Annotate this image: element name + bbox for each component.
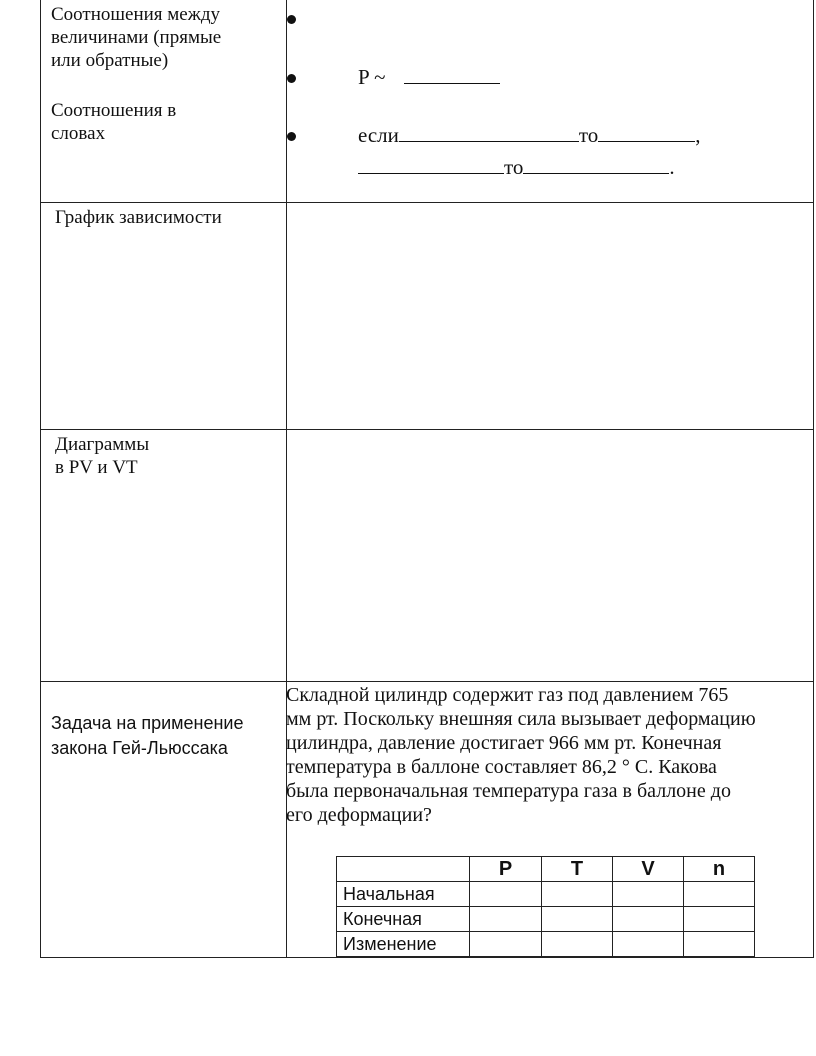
table-header-empty (337, 857, 470, 882)
then-blank-2[interactable] (523, 155, 669, 174)
row-graph (41, 203, 813, 430)
table-row (337, 907, 755, 932)
comma: , (695, 123, 701, 147)
if-word: если (358, 123, 399, 147)
table-cell[interactable] (684, 882, 755, 907)
table-cell[interactable] (684, 932, 755, 957)
table-cell[interactable] (470, 907, 542, 932)
table-header-v: V (613, 857, 684, 882)
relations-label: Соотношения между величинами (прямые или обратные) (51, 4, 222, 71)
second-then-line (358, 154, 675, 180)
table-cell[interactable] (542, 882, 613, 907)
proportional-blank[interactable] (404, 65, 500, 84)
table-header-t: T (542, 857, 613, 882)
row-label-change: Изменение (337, 932, 470, 957)
then-blank-1[interactable] (598, 123, 695, 142)
table-header-row (337, 857, 755, 882)
table-cell[interactable] (470, 932, 542, 957)
if-then-line (358, 122, 701, 148)
proportional-line (358, 64, 500, 90)
table-cell[interactable] (613, 907, 684, 932)
row-label-initial: Начальная (337, 882, 470, 907)
table-cell[interactable] (470, 882, 542, 907)
then-word-2: то (504, 155, 524, 179)
table-cell[interactable] (542, 907, 613, 932)
proportional-prefix: P ~ (358, 65, 386, 89)
table-header-p: P (470, 857, 542, 882)
table-row (337, 932, 755, 957)
graph-label: График зависимости (55, 207, 222, 228)
diagrams-label: Диаграммы в PV и VT (55, 434, 150, 478)
table-cell[interactable] (684, 907, 755, 932)
bullet-dot-3 (287, 132, 296, 141)
bullet-dot-2 (287, 74, 296, 83)
words-label: Соотношения в словах (51, 100, 177, 144)
table-row (337, 882, 755, 907)
task-label: Задача на применение закона Гей-Льюссака (51, 713, 244, 758)
row-diagrams (41, 430, 813, 682)
table-cell[interactable] (542, 932, 613, 957)
cause-blank[interactable] (358, 155, 504, 174)
period: . (669, 155, 675, 179)
then-word-1: то (578, 123, 599, 147)
table-header-n: n (684, 857, 755, 882)
table-cell[interactable] (613, 882, 684, 907)
row-label-final: Конечная (337, 907, 470, 932)
problem-text: Складной цилиндр содержит газ под давлением 765 мм рт. Поскольку внешняя сила вызывает деформацию цилиндра, давление достигает 966 мм рт. Конечная температура в баллоне составляет 86,2 ° С. Какова была первоначальная температура газа в баллоне до его деформации? (286, 684, 756, 826)
bullet-dot-1 (287, 15, 296, 24)
if-blank[interactable] (399, 123, 579, 142)
table-cell[interactable] (613, 932, 684, 957)
state-table (336, 856, 755, 957)
